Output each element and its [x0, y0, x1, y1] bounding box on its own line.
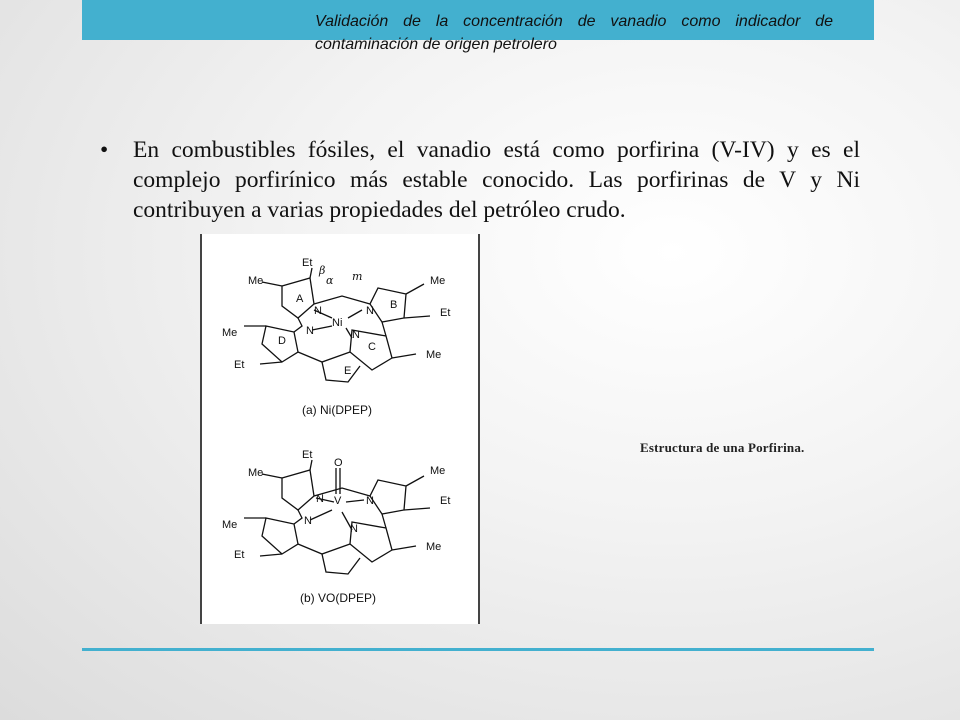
atom-n-3: N: [306, 325, 314, 337]
sub-et-3b: Et: [234, 549, 245, 561]
caption-vo-dpep: (b) VO(DPEP): [300, 591, 377, 605]
atom-oxygen: O: [334, 457, 343, 469]
porphyrin-structure-diagram: [202, 234, 478, 624]
greek-meso: m: [352, 270, 363, 283]
vo-dpep-structure: [244, 460, 430, 574]
sub-me-3b: Me: [222, 519, 238, 531]
atom-n-4b: N: [350, 523, 358, 535]
ring-e: E: [344, 365, 352, 377]
atom-n-1: N: [314, 305, 322, 317]
atom-metal-v: V: [334, 495, 342, 507]
atom-n-2b: N: [366, 495, 374, 507]
figure-caption: Estructura de una Porfirina.: [640, 440, 805, 455]
footer-line: [82, 648, 874, 651]
atom-n-3b: N: [304, 515, 312, 527]
ring-c: C: [368, 341, 376, 353]
ring-a: A: [296, 293, 304, 305]
sub-me-4b: Me: [426, 541, 442, 553]
atom-n-2: N: [366, 305, 374, 317]
atom-n-1b: N: [316, 493, 324, 505]
ring-d: D: [278, 335, 286, 347]
greek-alpha: α: [326, 274, 334, 287]
sub-et-1: Et: [302, 257, 313, 269]
greek-beta: β: [319, 264, 326, 277]
sub-me-2: Me: [430, 275, 446, 287]
sub-et-3: Et: [234, 359, 245, 371]
sub-me-3: Me: [222, 327, 238, 339]
bullet-text: En combustibles fósiles, el vanadio está como porfirina (V-IV) y es el complejo porfirínico más estable conocido. Las porfirinas de V y Ni contribuyen a varias propiedades del petróleo crudo.: [133, 137, 860, 223]
atom-n-4: N: [352, 329, 360, 341]
sub-me-1: Me: [248, 275, 264, 287]
sub-me-2b: Me: [430, 465, 446, 477]
sub-me-1b: Me: [248, 467, 264, 479]
sub-et-2: Et: [440, 307, 451, 319]
atom-metal-ni: Ni: [332, 317, 343, 329]
sub-me-4: Me: [426, 349, 442, 361]
sub-et-2b: Et: [440, 495, 451, 507]
ring-b: B: [390, 299, 398, 311]
sub-et-1b: Et: [302, 449, 313, 461]
caption-ni-dpep: (a) Ni(DPEP): [302, 403, 373, 417]
slide-title: Validación de la concentración de vanadio como indicador de contaminación de origen petrolero: [315, 13, 833, 53]
porphyrin-figure: [200, 234, 480, 624]
bullet-icon: •: [100, 137, 109, 163]
